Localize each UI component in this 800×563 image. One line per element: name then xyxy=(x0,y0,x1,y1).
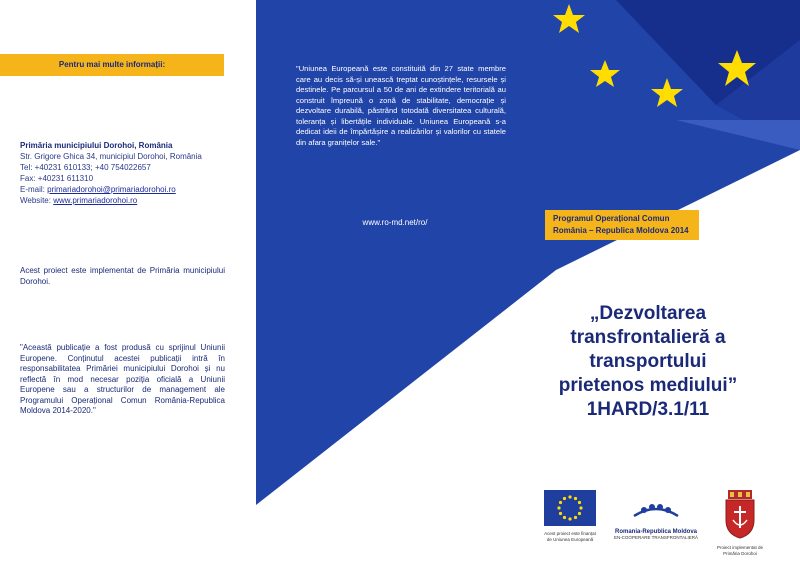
contact-address: Str. Grigore Ghica 34, municipiul Dorohoi, România xyxy=(20,152,202,161)
eu-logo-caption: Acest proiect este finanțat de Uniunea Europeană xyxy=(544,531,596,542)
dorohoi-logo xyxy=(714,490,766,556)
website-label: Website: xyxy=(20,196,54,205)
contact-tel: Tel: +40231 610133; +40 754022657 xyxy=(20,163,151,172)
program-line-1: Programul Operațional Comun xyxy=(553,214,670,223)
info-heading: Pentru mai multe informații: xyxy=(0,54,224,76)
contact-website-row xyxy=(20,195,240,206)
eu-quote-text: "Uniunea Europeană este constituită din 27 state membre care au decis să-și unească treptat cunoștințele, resursele și destinele. Pe parcursul a 50 de ani de extindere teritorială au construit împreună o zonă de stabilitate, democrație și dezvoltare durabilă, păstrând totodată diversitatea culturală, toleranța și libertățile individuale. Uniunea Europeană s-a dedicat ideii de împărtășire a realizărilor și valorilor cu statele din afara granițelor sale." xyxy=(296,64,506,147)
title-line: 1HARD/3.1/11 xyxy=(586,399,710,420)
website-link[interactable]: www.primariadorohoi.ro xyxy=(53,196,138,205)
dorohoi-coat-of-arms-icon xyxy=(714,490,766,540)
project-title xyxy=(518,302,778,422)
ro-md-logo xyxy=(606,498,706,541)
title-line: transfrontalieră a xyxy=(570,327,726,348)
email-label: E-mail: xyxy=(20,185,48,194)
email-link[interactable]: primariadorohoi@primariadorohoi.ro xyxy=(47,185,176,194)
contact-email-row xyxy=(20,184,240,195)
contact-fax: Fax: +40231 611310 xyxy=(20,174,94,183)
title-line: transportului xyxy=(589,351,707,372)
contact-block xyxy=(20,140,240,206)
implemented-by-text: Acest proiect este implementat de Primăria municipiului Dorohoi. xyxy=(20,266,225,286)
left-panel xyxy=(0,0,256,563)
title-line: „Dezvoltarea xyxy=(589,303,707,324)
eu-flag-icon xyxy=(544,490,596,526)
program-box xyxy=(545,210,699,240)
eu-logo xyxy=(544,490,596,542)
ro-md-logo-subtitle: EN-COOPERARE TRANSFRONTALIERĂ xyxy=(613,535,699,540)
program-url[interactable]: www.ro-md.net/ro/ xyxy=(362,218,428,227)
dorohoi-logo-caption: Proiect implementat de Primăria Dorohoi xyxy=(716,545,764,556)
program-line-2: România – Republica Moldova 2014 xyxy=(553,226,689,235)
ro-md-logo-title: Romania-Republica Moldova xyxy=(614,529,697,535)
title-line: prietenos mediului” xyxy=(558,375,738,396)
ro-md-people-icon xyxy=(606,498,706,524)
contact-name: Primăria municipiului Dorohoi, România xyxy=(20,141,173,150)
disclaimer-text: "Această publicație a fost produsă cu sprijinul Uniunii Europene. Conținutul acestei publicații intră în responsabilitatea Primăriei municipiului Dorohoi și nu reflectă în mod necesar poziția oficială a Uniunii Europene sau a structurilor de management ale Programului Operațional Comun România-Republica Moldova 2014-2020." xyxy=(20,343,225,415)
